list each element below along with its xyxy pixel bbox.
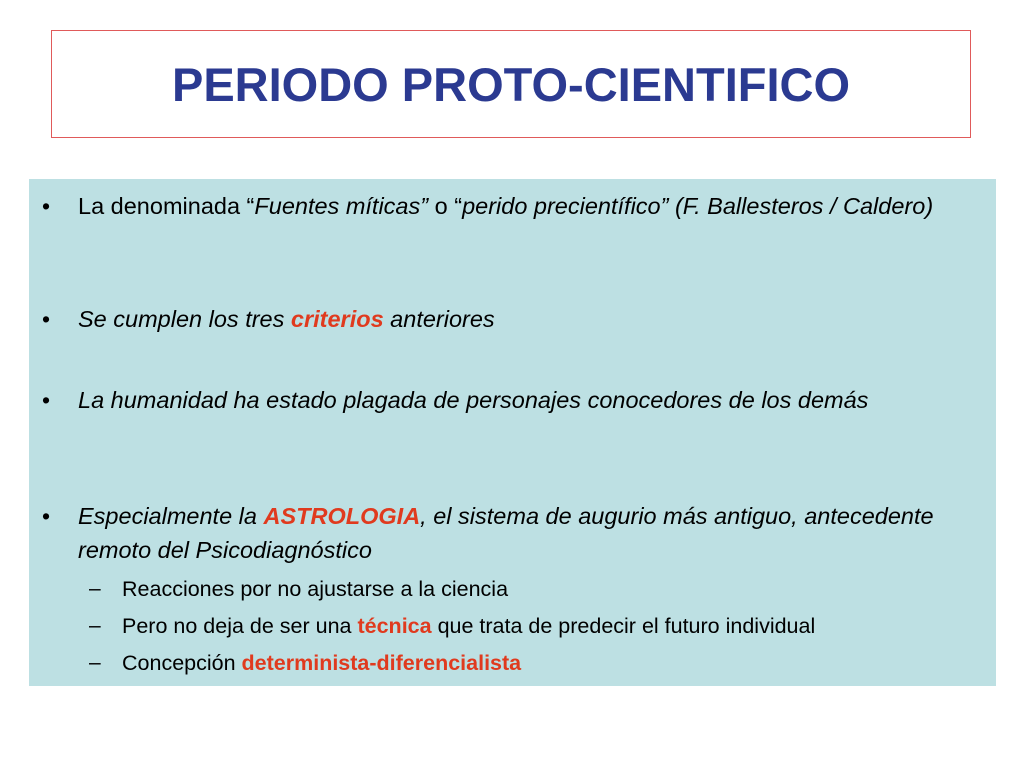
bullet-text [78,302,982,336]
subbullet-highlight: técnica [357,614,432,638]
subbullet-text [122,647,521,679]
bullet-text-part: , el sistema de augurio más antiguo, antecedente remoto del Psicodiagnóstico [78,503,934,563]
bullet-text-part: o “ [428,193,463,219]
bullet-text-part: Fuentes míticas” [254,193,429,219]
subbullet-text-part: Reacciones por no ajustarse a la ciencia [122,577,509,601]
bullet-text-part: anteriores [383,306,495,332]
subbullet-text-part: Pero no deja de ser una [122,614,358,638]
subbullet-marker: – [89,614,101,637]
subbullet-marker: – [89,651,101,674]
bullet-marker: • [42,503,51,529]
subbullet-text [122,610,815,642]
bullet-highlight: ASTROLOGIA [263,503,421,529]
slide-title: PERIODO PROTO-CIENTIFICO [171,57,851,111]
bullet-marker: • [42,387,51,413]
subbullet-text [122,573,508,605]
subbullet-marker: – [89,577,101,600]
content-box [29,179,996,686]
title-box [51,30,971,138]
bullet-highlight: criterios [290,306,384,332]
bullet-text-part: perido precientífico” (F. Ballesteros / Caldero) [462,193,934,219]
bullet-text-part: La humanidad ha estado plagada de personajes conocedores de los demás [78,387,869,413]
bullet-marker: • [42,306,51,332]
bullet-text [78,189,982,223]
bullet-text-part: Especialmente la [78,503,264,529]
bullet-text [78,383,982,417]
bullet-text [78,499,982,567]
subbullet-text-part: Concepción [122,651,242,675]
bullet-text-part: Se cumplen los tres [78,306,291,332]
bullet-marker: • [42,193,51,219]
bullet-text-part: La denominada “ [78,193,255,219]
subbullet-highlight: determinista-diferencialista [241,651,522,675]
subbullet-text-part: que trata de predecir el futuro individual [431,614,816,638]
